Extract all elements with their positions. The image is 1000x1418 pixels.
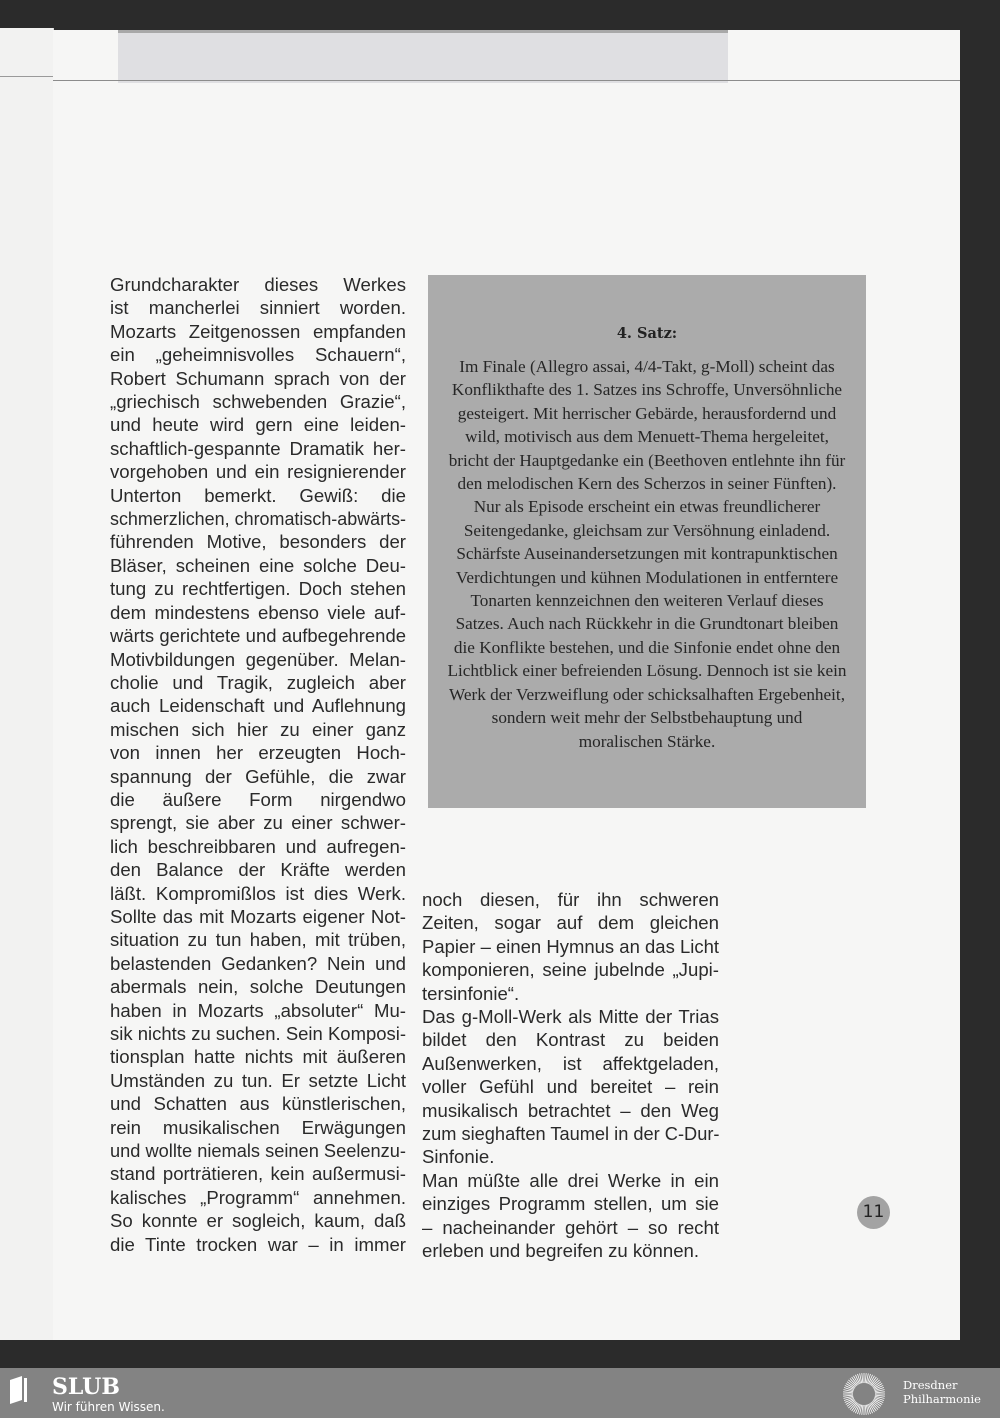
box-text-line: Nur als Episode erscheint ein etwas freundlicherer <box>473 497 821 517</box>
text-line: Umständen zu tun. Er setzte Licht <box>110 1069 406 1091</box>
text-line: ist mancherlei sinniert worden. <box>110 297 406 319</box>
slub-book-icon <box>10 1376 28 1404</box>
text-line: ein „geheimnisvolles Schauern“, <box>110 344 406 366</box>
text-line: „griechisch schwebenden Grazie“, <box>110 391 406 413</box>
text-line: sik nichts zu suchen. Sein Komposi- <box>110 1023 406 1044</box>
text-line: und wollte niemals seinen Seelenzu- <box>110 1140 406 1162</box>
text-line: erleben und begreifen zu können. <box>422 1240 700 1262</box>
partner-line-2: Philharmonie <box>903 1392 981 1406</box>
box-text-line: den melodischen Kern des Scherzos in seiner Fünften). <box>457 474 837 494</box>
text-line: Man müßte alle drei Werke in ein <box>422 1169 719 1191</box>
text-line: abermals nein, solche Deutungen <box>110 976 406 998</box>
text-line: einziges Programm stellen, um sie <box>422 1193 719 1215</box>
text-line: musikalisch betrachtet – den Weg <box>422 1099 719 1121</box>
facing-page-edge <box>0 28 54 1340</box>
box-text-line: Tonarten kennzeichnen den weiteren Verlauf dieses <box>470 591 824 611</box>
text-line: Papier – einen Hymnus an das Licht <box>422 935 719 957</box>
text-line: von innen her erzeugten Hoch- <box>110 742 406 764</box>
text-line: läßt. Kompromißlos ist dies Werk. <box>110 882 406 904</box>
text-line: dem mindestens ebenso viele auf- <box>110 601 406 623</box>
philharmonie-name <box>903 1378 981 1406</box>
text-line: rein musikalischen Erwägungen <box>110 1116 406 1138</box>
text-line: schaftlich-gespannte Dramatik her- <box>110 437 406 459</box>
partner-line-1: Dresdner <box>903 1378 958 1392</box>
text-line: komponieren, seine jubelnde „Jupi- <box>422 959 719 981</box>
box-text-line: Verdichtungen und kühnen Modulationen in entferntere <box>455 567 839 587</box>
slub-logo-text: SLUB <box>52 1374 120 1400</box>
text-line: stand porträtieren, kein außermusi- <box>110 1163 406 1185</box>
text-line: die äußere Form nirgendwo <box>110 788 406 810</box>
text-line: führenden Motive, besonders der <box>110 531 406 553</box>
box-text-line: bricht der Hauptgedanke ein (Beethoven entlehnte ihn für <box>448 450 846 470</box>
text-line: noch diesen, für ihn schweren <box>422 889 719 910</box>
text-line: tung zu rechtfertigen. Doch stehen <box>110 578 406 600</box>
text-line: wärts gerichtete und aufbegehrende <box>110 625 406 647</box>
box-text-line: Konflikthafte des 1. Satzes ins Schroffe, Unversöhnliche <box>451 380 843 400</box>
text-line: Außenwerken, ist affektgeladen, <box>422 1052 719 1074</box>
text-line: Bläser, scheinen eine solche Deu- <box>110 554 406 576</box>
box-text-line: moralischen Stärke. <box>578 731 716 751</box>
text-line: vorgehoben und ein resignierender <box>110 461 406 483</box>
text-line: Mozarts Zeitgenossen empfanden <box>110 320 406 342</box>
movement-info-box <box>428 275 866 808</box>
text-line: tersinfonie“. <box>422 982 520 1004</box>
text-line: lich beschreibbaren und aufregen- <box>110 835 406 857</box>
text-line: mischen sich hier zu einer ganz <box>110 718 406 740</box>
box-text <box>434 355 860 753</box>
box-text-line: die Konflikte bestehen, und die Sinfonie endet ohne den <box>453 637 841 657</box>
text-line: Grundcharakter dieses Werkes <box>110 274 406 295</box>
text-line: bildet den Kontrast zu beiden <box>422 1029 719 1051</box>
text-line: So konnte er sogleich, kaum, daß <box>110 1210 406 1232</box>
text-line: haben in Mozarts „absoluter“ Mu- <box>110 999 406 1021</box>
text-line: den Balance der Kräfte werden <box>110 859 406 881</box>
text-line: auch Leidenschaft und Auflehnung <box>110 695 406 717</box>
text-line: Unterton bemerkt. Gewiß: die <box>110 484 406 506</box>
text-line: Sinfonie. <box>422 1146 495 1168</box>
text-line: Sollte das mit Mozarts eigener Not- <box>110 905 406 927</box>
philharmonie-sun-logo <box>842 1372 886 1416</box>
box-text-line: Lichtblick einer befreienden Lösung. Dennoch ist sie kein <box>447 661 847 681</box>
text-line: tionsplan hatte nichts mit äußeren <box>110 1046 406 1068</box>
text-line: Zeiten, sogar auf dem gleichen <box>422 912 719 934</box>
text-line: schmerzlichen, chromatisch-abwärts- <box>110 508 406 530</box>
slub-tagline: Wir führen Wissen. <box>52 1400 165 1414</box>
header-strip <box>118 30 728 83</box>
text-line: – nacheinander gehört – so recht <box>422 1216 719 1238</box>
box-text-line: sondern weit mehr der Selbstbehauptung und <box>491 708 803 728</box>
text-line: und heute wird gern eine leiden- <box>110 414 406 436</box>
box-text-line: Satzes. Auch nach Rückkehr in die Grundtonart bleiben <box>455 614 839 634</box>
text-line: belastenden Gedanken? Nein und <box>110 952 406 974</box>
text-line: sprengt, sie aber zu einer schwer- <box>110 812 406 834</box>
document-page <box>53 30 960 1340</box>
box-text-line: gesteigert. Mit herrischer Gebärde, herausfordernd und <box>457 403 837 423</box>
box-text-line: wild, motivisch aus dem Menuett-Thema hergeleitet, <box>465 427 829 447</box>
text-line: und Schatten aus künstlerischen, <box>110 1093 406 1115</box>
text-line: kalisches „Programm“ annehmen. <box>110 1186 406 1208</box>
text-line: cholie und Tragik, zugleich aber <box>110 671 406 693</box>
header-rule <box>53 80 960 81</box>
box-title: 4. Satz: <box>616 325 678 342</box>
text-line: die Tinte trocken war – in immer <box>110 1233 406 1255</box>
left-text-column <box>110 273 406 1256</box>
text-line: zum sieghaften Taumel in der C-Dur- <box>422 1123 720 1145</box>
text-line: voller Gefühl und bereitet – rein <box>422 1076 719 1098</box>
text-line: Motivbildungen gegenüber. Melan- <box>110 648 406 670</box>
box-text-line: Werk der Verzweiflung oder schicksalhaften Ergebenheit, <box>449 684 845 704</box>
box-text-line: Seitengedanke, gleichsam zur Versöhnung einladend. <box>463 520 831 540</box>
box-text-line: Im Finale (Allegro assai, 4/4-Takt, g-Moll) scheint das <box>459 357 835 376</box>
text-line: situation zu tun haben, mit trüben, <box>110 929 406 951</box>
text-line: Das g-Moll-Werk als Mitte der Trias <box>422 1006 719 1028</box>
box-text-line: Schärfste Auseinandersetzungen mit kontrapunktischen <box>456 544 838 564</box>
text-line: spannung der Gefühle, die zwar <box>110 765 406 787</box>
text-line: Robert Schumann sprach von der <box>110 367 406 389</box>
page-number: 11 <box>857 1196 890 1229</box>
footer-bar <box>0 1368 1000 1418</box>
right-text-column <box>422 888 719 1263</box>
